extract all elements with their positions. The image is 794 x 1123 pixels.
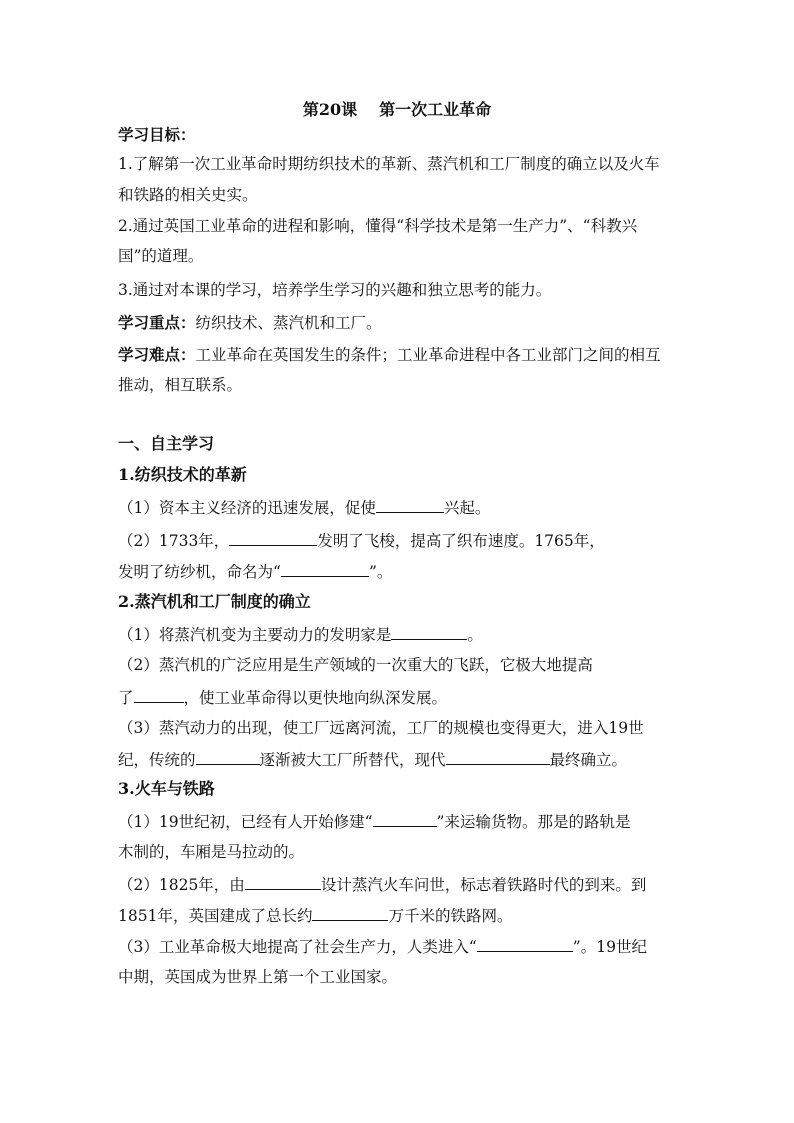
topic-3-heading: 3.火车与铁路 — [118, 779, 215, 798]
topic-1-heading: 1.纺织技术的革新 — [118, 465, 247, 484]
answer-blank[interactable] — [196, 749, 260, 765]
lesson-number: 第20课 — [302, 100, 358, 119]
topic-3-question-2: （2）1825年，由 设计蒸汽火车问世，标志着铁路时代的到来。到 — [118, 876, 647, 894]
lesson-name: 第一次工业革命 — [379, 100, 492, 119]
objectives-heading: 学习目标： — [118, 125, 196, 144]
key-points-label: 学习重点： — [118, 313, 196, 332]
answer-blank[interactable] — [391, 624, 467, 640]
topic-2-question-2-line-2: 了 ，使工业革命得以更快地向纵深发展。 — [118, 689, 448, 707]
key-points-text: 纺织技术、蒸汽机和工厂。 — [195, 314, 382, 332]
objective-3: 3.通过对本课的学习，培养学生学习的兴趣和独立思考的能力。 — [118, 281, 552, 299]
topic-3-question-1: （1）19世纪初，已经有人开始修建“ ”来运输货物。那是的路轨是 — [118, 813, 631, 831]
topic-3-question-3-line-2: 中期，英国成为世界上第一个工业国家。 — [118, 968, 398, 986]
objective-2-line-2: 国”的道理。 — [118, 247, 204, 265]
answer-blank[interactable] — [477, 936, 573, 952]
topic-3-question-3: （3）工业革命极大地提高了社会生产力，人类进入“ ”。19世纪 — [118, 938, 647, 956]
answer-blank[interactable] — [245, 874, 321, 890]
answer-blank[interactable] — [312, 905, 388, 921]
topic-2-question-3-line-1: （3）蒸汽动力的出现，使工厂远离河流，工厂的规模也变得更大，进入19世 — [118, 719, 644, 737]
topic-2-question-3-line-2: 纪，传统的 逐渐被大工厂所替代，现代 最终确立。 — [118, 751, 628, 769]
objective-1-line-2: 和铁路的相关史实。 — [118, 186, 258, 204]
topic-2-question-1: （1）将蒸汽机变为主要动力的发明家是 。 — [118, 626, 483, 644]
page-title — [0, 97, 794, 120]
topic-1-question-2-cont: 发明了纺纱机，命名为“ ”。 — [118, 563, 393, 581]
answer-blank[interactable] — [376, 497, 444, 513]
topic-2-heading: 2.蒸汽机和工厂制度的确立 — [118, 592, 311, 611]
difficulties-text-2: 推动，相互联系。 — [118, 376, 243, 394]
section-heading-self-study: 一、自主学习 — [118, 434, 215, 453]
answer-blank[interactable] — [446, 749, 550, 765]
answer-blank[interactable] — [373, 811, 437, 827]
topic-2-question-2-line-1: （2）蒸汽机的广泛应用是生产领域的一次重大的飞跃，它极大地提高 — [118, 656, 593, 674]
topic-1-question-1: （1）资本主义经济的迅速发展，促使 兴起。 — [118, 499, 491, 517]
objective-1-line-1: 1.了解第一次工业革命时期纺织技术的革新、蒸汽机和工厂制度的确立以及火车 — [118, 155, 660, 173]
objective-2-line-1: 2.通过英国工业革命的进程和影响，懂得“科学技术是第一生产力”、“科教兴 — [118, 217, 638, 235]
answer-blank[interactable] — [281, 561, 369, 577]
difficulties-label: 学习难点： — [118, 345, 196, 364]
topic-3-question-1-line-2: 木制的，车厢是马拉动的。 — [118, 843, 305, 861]
topic-1-question-2: （2）1733年， 发明了飞梭，提高了织布速度。1765年， — [118, 532, 605, 550]
difficulties-text-1: 工业革命在英国发生的条件；工业革命进程中各工业部门之间的相互 — [195, 346, 661, 364]
key-points — [118, 313, 678, 333]
answer-blank[interactable] — [229, 530, 317, 546]
difficulties — [118, 345, 678, 365]
answer-blank[interactable] — [134, 687, 184, 703]
topic-3-question-2-line-2: 1851年，英国建成了总长约 万千米的铁路网。 — [118, 907, 513, 925]
